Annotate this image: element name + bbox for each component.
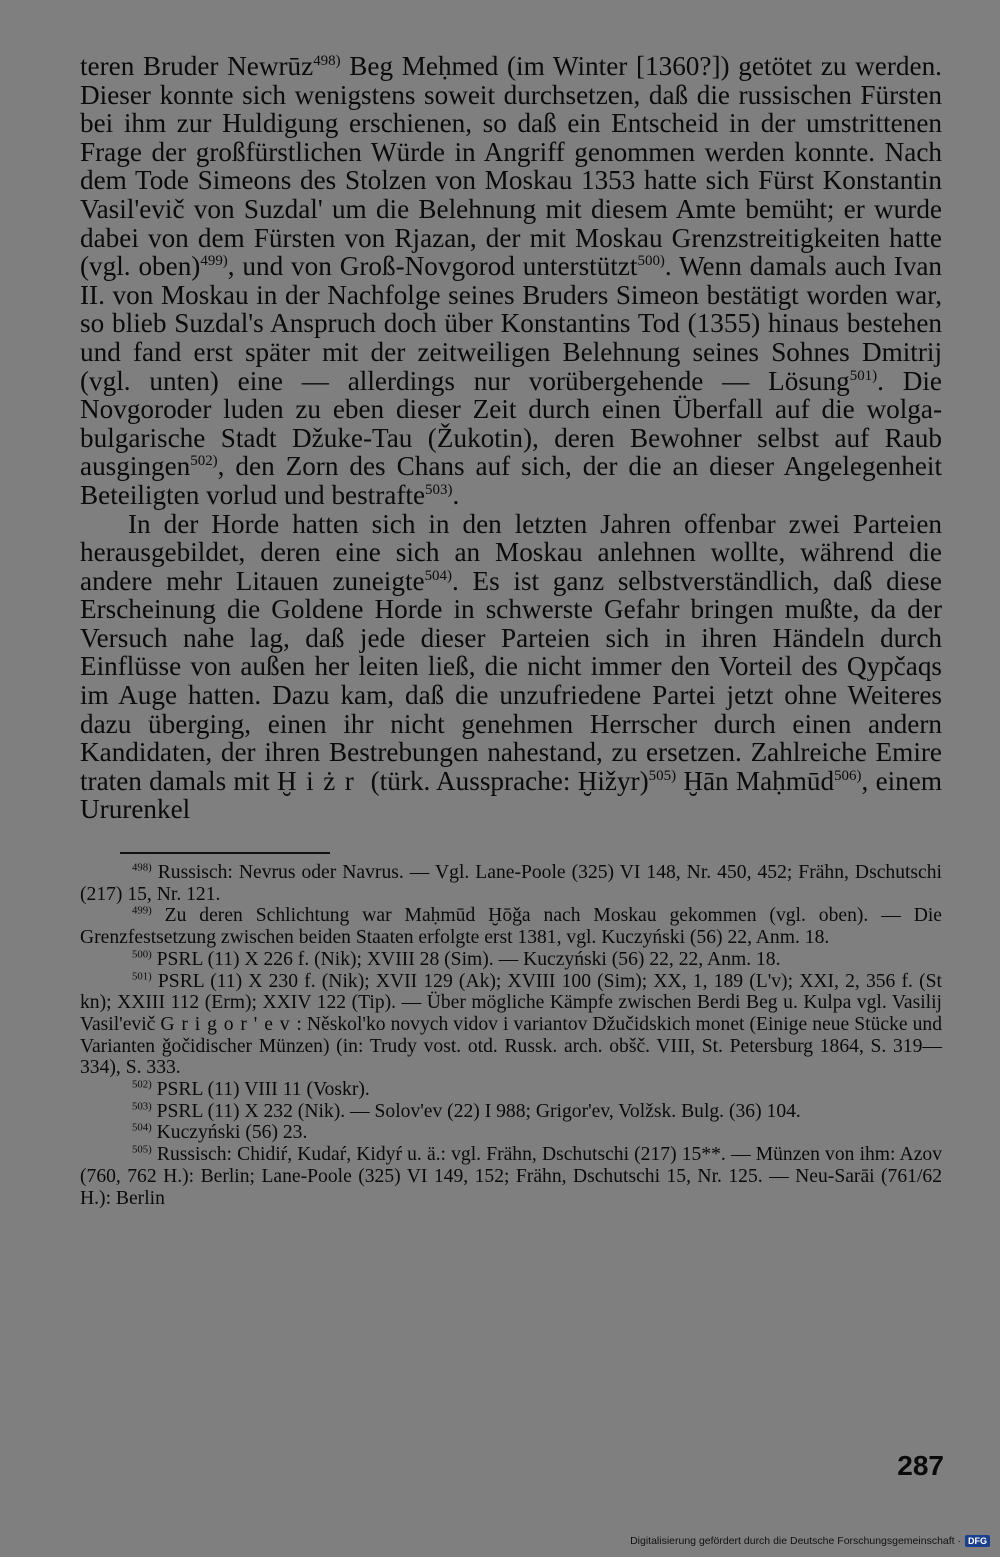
footnote-498 [80, 862, 942, 905]
footnote-501 [80, 971, 942, 1080]
footnote-ref-499: 499) [200, 253, 228, 270]
footnote-502 [80, 1079, 942, 1101]
footnote-text: PSRL (11) X 230 f. (Nik); XVII 129 (Ak); XVIII 100 (Sim); XX, 1, 189 (L'v); XXI, 2, 356 f. (St kn); XXIII 112 (Erm); XXIV 122 (Tip). — Über mögliche Kämpfe zwischen Berdi Beg u. Kulpa vgl. Vasilij Vasil'evič [80, 970, 942, 1035]
footnote-text: PSRL (11) X 226 f. (Nik); XVIII 28 (Sim). — Kuczyński (56) 22, 22, Anm. 18. [151, 948, 781, 970]
footnote-ref-500: 500) [637, 253, 665, 270]
footnote-text: Russisch: Chidiŕ, Kudaŕ, Kidyŕ u. ä.: vgl. Frähn, Dschutschi (217) 15**. — Münzen von ihm: Azov (760, 762 H.): Berlin; Lane-Poole (325) VI 149, 152; Frähn, Dschutschi 15, Nr. 125. — Neu-Sarāi (761/62 H.): Berlin [80, 1144, 942, 1209]
footnote-ref-504: 504) [424, 567, 452, 584]
footnote-text: Kuczyński (56) 23. [151, 1122, 308, 1144]
footnote-505 [80, 1144, 942, 1209]
paragraph-1 [80, 52, 942, 510]
text-run: . [452, 479, 460, 510]
text-run: . Die Novgoroder luden zu eben dieser Zeit durch einen Überfall auf die wolga-bulgarische Stadt Džuke-Tau (Žukotin), deren Bewohner selbst auf Raub ausgingen [80, 365, 942, 482]
footnote-ref-498: 498) [313, 52, 341, 69]
text-run: Ḫān Maḥmūd [676, 765, 835, 796]
spaced-author: Grigor'ev [160, 1013, 297, 1035]
text-run: , einem Ururenkel [80, 765, 942, 825]
footnote-500 [80, 949, 942, 971]
footnote-text: Zu deren Schlichtung war Maḥmūd Ḫōǧa nach Moskau gekommen (vgl. oben). — Die Grenzfestsetzung zwischen beiden Staaten erfolgte erst 1381, vgl. Kuczyński (56) 22, Anm. 18. [80, 905, 942, 949]
footnote-ref-503: 503) [425, 481, 453, 498]
footnote-504 [80, 1122, 942, 1144]
footnotes [80, 862, 942, 1209]
book-page [80, 52, 942, 1209]
footnote-text: : Něskol'ko novych vidov i variantov Džučidskich monet (Einige neue Stücke und Varianten ǧočidischer Münzen) (in: Trudy vost. otd. Russk. arch. obšč. VIII, St. Petersburg 1864, S. 319—334), S. 333. [80, 1013, 942, 1079]
paragraph-2 [80, 510, 942, 825]
footnote-ref-501: 501) [849, 367, 878, 384]
dfg-logo: DFG [965, 1535, 990, 1547]
footnote-mark: 504) [132, 1121, 152, 1134]
footnote-mark: 505) [132, 1143, 152, 1156]
text-run: . Es ist ganz selbstverständlich, daß diese Erscheinung die Goldene Horde in schwerste Gefahr bringen mußte, da der Versuch nahe lag, daß jede dieser Parteien sich in ihren Händeln durch Einflüsse von außen her leiten ließ, die nicht immer den Vorteil des Qypčaqs im Auge hatten. Dazu kam, daß die unzufriedene Partei jetzt ohne Weiteres dazu überging, einen ihr nicht genehmen Herrscher durch einen andern Kandidaten, der ihren Bestrebungen nahestand, zu ersetzen. Zahlreiche Emire traten damals mit [80, 565, 942, 796]
page-number: 287 [897, 1450, 944, 1481]
text-run: In der Horde hatten sich in den letzten Jahren offenbar zwei Parteien herausgebildet, deren eine sich an Moskau anlehnen wollte, während die andere mehr Litauen zuneigte [80, 508, 942, 596]
text-run: , und von Groß-Novgorod unterstützt [227, 251, 638, 282]
main-text [80, 52, 942, 824]
footnote-text: PSRL (11) X 232 (Nik). — Solov'ev (22) I 988; Grigor'ev, Volžsk. Bulg. (36) 104. [151, 1100, 801, 1122]
text-run: (türk. Aussprache: Ḫižyr) [363, 765, 649, 796]
text-run: teren Bruder Newrūz [80, 51, 314, 81]
footnote-mark: 500) [132, 948, 152, 961]
footnote-ref-506: 506) [834, 767, 862, 784]
digitization-credit [630, 1535, 990, 1547]
footnote-mark: 498) [132, 861, 152, 874]
spaced-name: Ḫiżr [276, 765, 364, 796]
text-run: , den Zorn des Chans auf sich, der die an dieser Angelegenheit Beteiligten vorlud und bestrafte [80, 451, 942, 510]
text-run: Beg Meḥmed (im Winter [1360?]) getötet zu werden. Dieser konnte sich wenigstens soweit durchsetzen, daß die russischen Fürsten bei ihm zur Huldigung erschienen, so daß ein Entscheid in der umstrittenen Frage der großfürstlichen Würde in Angriff genommen werden konnte. Nach dem Tode Simeons des Stolzen von Moskau 1353 hatte sich Fürst Konstantin Vasil'evič von Suzdal' um die Belehnung mit diesem Amte bemüht; er wurde dabei von dem Fürsten von Rjazan, der mit Moskau Grenzstreitigkeiten hatte (vgl. oben) [80, 51, 942, 282]
footnote-mark: 502) [132, 1078, 152, 1091]
footnote-mark: 503) [132, 1100, 152, 1113]
footnote-503 [80, 1101, 942, 1123]
footnote-ref-502: 502) [190, 453, 218, 470]
footnote-divider [120, 852, 330, 854]
footnote-499 [80, 905, 942, 948]
footnote-text: Russisch: Nevrus oder Navrus. — Vgl. Lane-Poole (325) VI 148, Nr. 450, 452; Frähn, Dschutschi (217) 15, Nr. 121. [80, 862, 942, 905]
credit-text: Digitalisierung gefördert durch die Deutsche Forschungsgemeinschaft · [630, 1535, 961, 1547]
text-run: . Wenn damals auch Ivan II. von Moskau in der Nachfolge seines Bruders Simeon bestätigt worden war, so blieb Suzdal's Anspruch doch über Konstantins Tod (1355) hinaus bestehen und fand erst später mit der zeitweiligen Belehnung seines Sohnes Dmitrij (vgl. unten) eine — allerdings nur vorübergehende — Lösung [80, 251, 943, 396]
footnote-mark: 499) [132, 904, 152, 917]
footnote-ref-505: 505) [648, 767, 677, 784]
footnote-text: PSRL (11) VIII 11 (Voskr). [151, 1079, 370, 1101]
footnote-mark: 501) [132, 970, 152, 983]
